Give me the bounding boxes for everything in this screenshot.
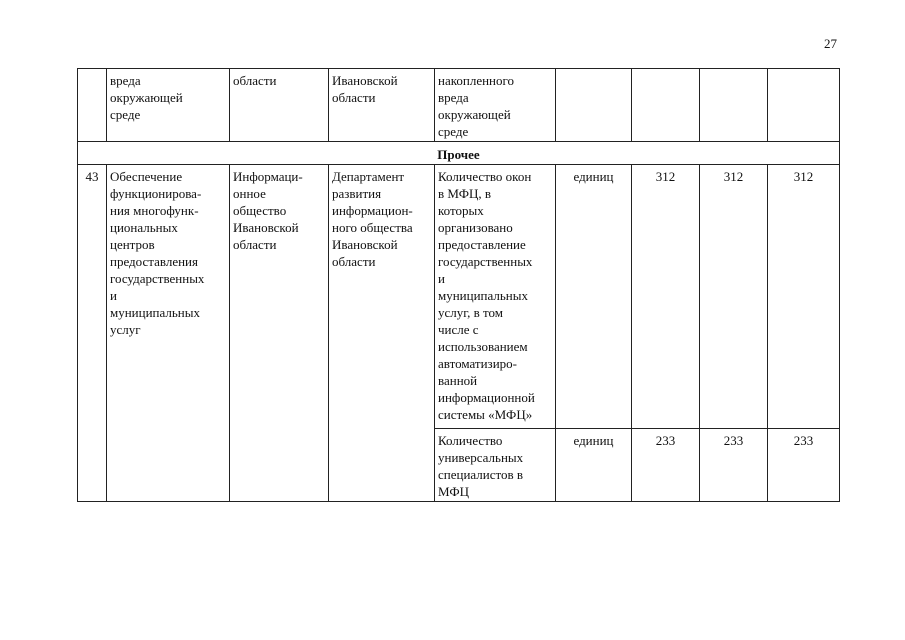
- cell-no: 43: [78, 165, 107, 502]
- cell-value: 233: [768, 429, 840, 502]
- cell-value: [768, 69, 840, 142]
- cell-value: 233: [632, 429, 700, 502]
- cell-value: 233: [700, 429, 768, 502]
- cell-unit: [556, 69, 632, 142]
- cell-indicator: Количество окон в МФЦ, в которых организовано предоставление государственных и муниципальных услуг, в том числе с использованием автоматизиро- ванной информационной системы «МФЦ»: [435, 165, 556, 429]
- cell-unit: единиц: [556, 165, 632, 429]
- cell-unit: единиц: [556, 429, 632, 502]
- cell-executor: области: [230, 69, 329, 142]
- cell-no: [78, 69, 107, 142]
- cell-value: [700, 69, 768, 142]
- cell-indicator: Количество универсальных специалистов в МФЦ: [435, 429, 556, 502]
- cell-indicator: накопленного вреда окружающей среде: [435, 69, 556, 142]
- cell-executor: Информаци- онное общество Ивановской области: [230, 165, 329, 502]
- table-row: [78, 69, 840, 142]
- cell-value: 312: [700, 165, 768, 429]
- table-row: [78, 165, 840, 429]
- cell-value: [632, 69, 700, 142]
- cell-name: Обеспечение функционирова- ния многофунк- циональных центров предоставления государственных и муниципальных услуг: [107, 165, 230, 502]
- page-number: 27: [824, 36, 837, 51]
- section-title: Прочее: [78, 142, 840, 165]
- section-row: [78, 142, 840, 165]
- cell-value: 312: [632, 165, 700, 429]
- indicators-table: [77, 68, 840, 502]
- cell-department: Департамент развития информацион- ного общества Ивановской области: [329, 165, 435, 502]
- cell-department: Ивановской области: [329, 69, 435, 142]
- cell-name: вреда окружающей среде: [107, 69, 230, 142]
- cell-value: 312: [768, 165, 840, 429]
